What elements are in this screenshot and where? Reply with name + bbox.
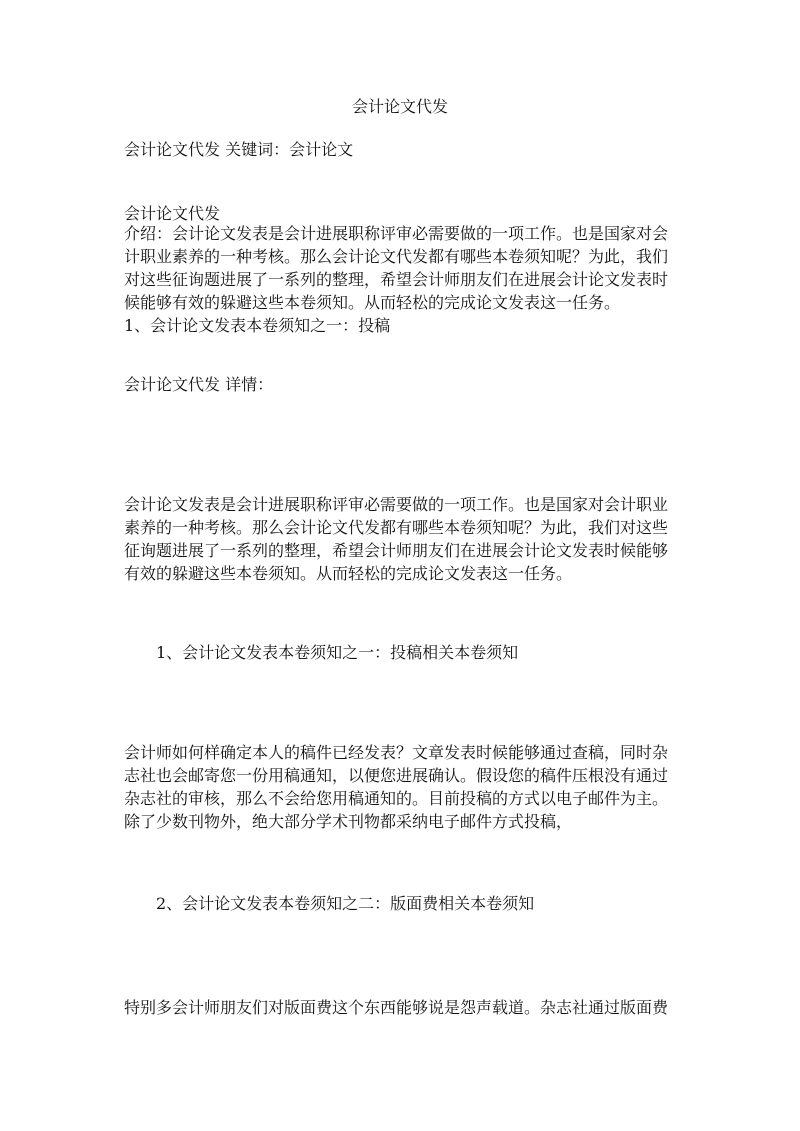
body-line: 志社也会邮寄您一份用稿通知，以便您进展确认。假设您的稿件压根没有通过 — [124, 766, 669, 785]
keywords-line: 会计论文代发 关键词：会计论文 — [124, 140, 354, 159]
body-line: 有效的躲避这些本卷须知。从而轻松的完成论文发表这一任务。 — [124, 564, 573, 583]
section-heading: 会计论文代发 — [124, 204, 221, 223]
document-title: 会计论文代发 — [351, 97, 448, 116]
toc-item: 1、会计论文发表本卷须知之一：投稿 — [124, 316, 391, 335]
body-line: 会计师如何样确定本人的稿件已经发表？文章发表时候能够通过查稿，同时杂 — [124, 743, 669, 762]
body-line: 特别多会计师朋友们对版面费这个东西能够说是怨声载道。杂志社通过版面费 — [124, 998, 669, 1017]
section-heading-2: 2、会计论文发表本卷须知之二：版面费相关本卷须知 — [156, 894, 535, 913]
body-line: 杂志社的审核，那么不会给您用稿通知的。目前投稿的方式以电子邮件为主。 — [124, 789, 669, 808]
intro-line: 介绍：会计论文发表是会计进展职称评审必需要做的一项工作。也是国家对会 — [124, 224, 669, 243]
section-heading-1: 1、会计论文发表本卷须知之一：投稿相关本卷须知 — [156, 643, 519, 662]
body-line: 会计论文发表是会计进展职称评审必需要做的一项工作。也是国家对会计职业 — [124, 495, 669, 514]
intro-line: 候能够有效的躲避这些本卷须知。从而轻松的完成论文发表这一任务。 — [124, 293, 621, 312]
body-line: 征询题进展了一系列的整理，希望会计师朋友们在进展会计论文发表时候能够 — [124, 541, 669, 560]
intro-line: 对这些征询题进展了一系列的整理，希望会计师朋友们在进展会计论文发表时 — [124, 270, 669, 289]
intro-line: 计职业素养的一种考核。那么会计论文代发都有哪些本卷须知呢？为此，我们 — [124, 247, 669, 266]
details-label: 会计论文代发 详情： — [124, 375, 274, 394]
body-line: 除了少数刊物外，绝大部分学术刊物都采纳电子邮件方式投稿， — [124, 812, 573, 831]
body-line: 素养的一种考核。那么会计论文代发都有哪些本卷须知呢？为此，我们对这些 — [124, 518, 669, 537]
